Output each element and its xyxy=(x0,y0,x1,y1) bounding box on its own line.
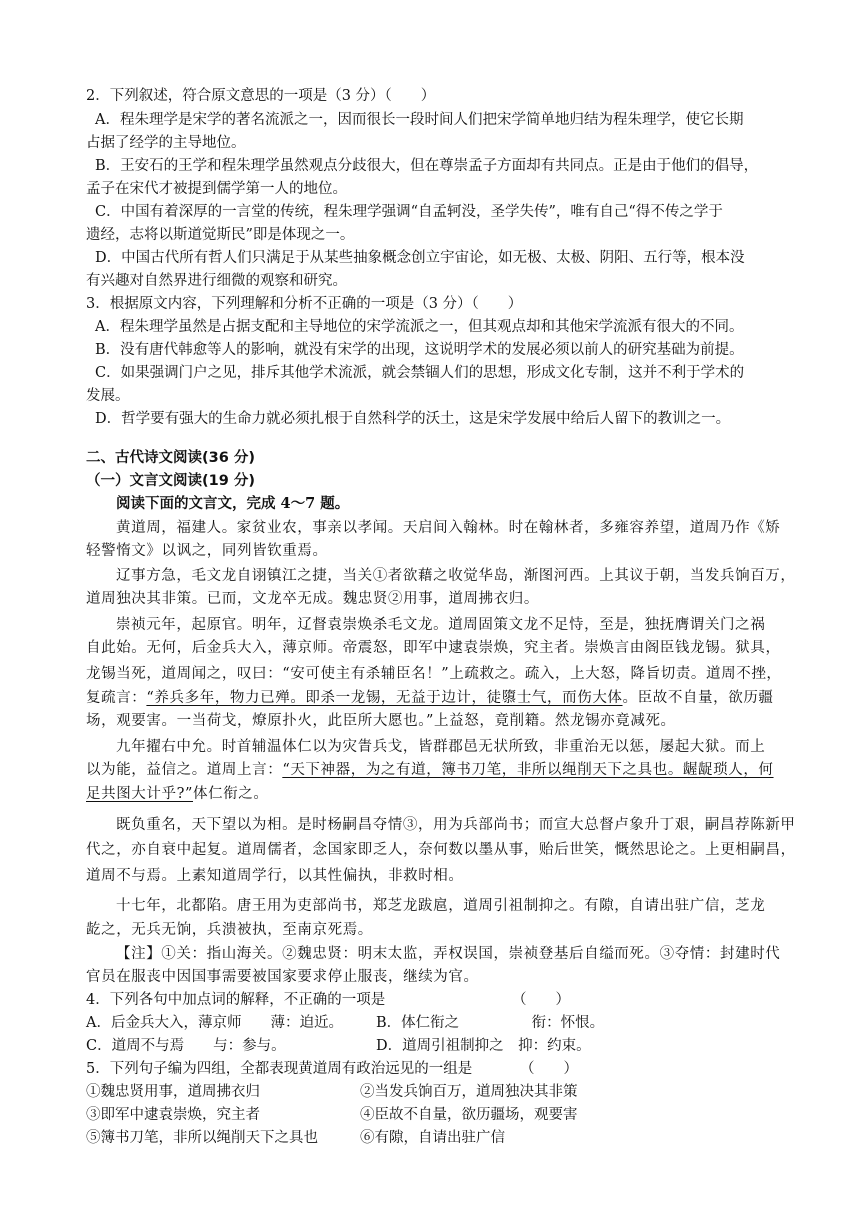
q3-option-d: D．哲学要有强大的生命力就必须扎根于自然科学的沃土，这是宋学发展中给后人留下的教训之一。 xyxy=(95,411,731,427)
annotation-line1: 【注】①关：指山海关。②魏忠贤：明末太监，弄权误国，崇祯登基后自缢而死。③夺情：封建时代 xyxy=(116,946,781,962)
q5-option-6: ⑥有隙，自请出驻广信 xyxy=(360,1130,505,1146)
reading-instruction: 阅读下面的文言文，完成 4～7 题。 xyxy=(116,495,350,512)
section-title: 二、古代诗文阅读(36 分) xyxy=(86,450,255,466)
q4-option-a: A．后金兵大入，薄京师 薄：迫近。 xyxy=(86,1015,343,1031)
q3-option-c-line1: C．如果强调门户之见，排斥其他学术流派，就会禁锢人们的思想，形成文化专制，这并不利于学术的 xyxy=(95,365,745,381)
q2-option-d-line2: 有兴趣对自然界进行细微的观察和研究。 xyxy=(86,273,347,289)
q4-stem: 4．下列各句中加点词的解释，不正确的一项是 xyxy=(86,992,386,1008)
q2-option-d-line1: D．中国古代所有哲人们只满足于从某些抽象概念创立宇宙论，如无极、太极、阴阳、五行等，根本没 xyxy=(95,250,745,266)
passage-p5-line2: 代之，亦自衰中起复。道周儒者，念国家即乏人，奈何数以墨从事，贻后世笑，慨然思论之。上更相嗣昌， xyxy=(86,842,796,858)
q4-option-d: D．道周引祖制抑之 抑：约束。 xyxy=(376,1038,591,1054)
passage-p5-line3: 道周不与焉。上素知道周学行，以其性偏执，非救时相。 xyxy=(86,868,464,884)
q3-option-c-line2: 发展。 xyxy=(86,388,130,404)
passage-p3-line1: 崇祯元年，起原官。明年，辽督袁崇焕杀毛文龙。道周固策文龙不足恃，至是，独抚膺谓关门之祸 xyxy=(116,617,766,633)
q4-answer-paren: （ ） xyxy=(512,992,570,1008)
q2-stem: 2．下列叙述，符合原文意思的一项是（3 分）（ ） xyxy=(86,88,436,104)
q5-option-1: ①魏忠贤用事，道周拂衣归 xyxy=(86,1084,260,1100)
underlined-sentence-1: “养兵多年，物力已殚。即杀一龙锡，无益于边计，徒隳士气，而伤大体 xyxy=(146,690,623,706)
q3-stem: 3．根据原文内容，下列理解和分析不正确的一项是（3 分）（ ） xyxy=(86,296,523,312)
q2-option-b-line2: 孟子在宋代才被提到儒学第一人的地位。 xyxy=(86,181,347,197)
q5-answer-paren: （ ） xyxy=(520,1061,578,1077)
passage-p2-line1: 辽事方急，毛文龙自诩镇江之捷，当关①者欲藉之收觉华岛，渐图河西。上其议于朝，当发兵饷百万， xyxy=(116,568,796,584)
q5-option-3: ③即军中逮袁崇焕，究主者 xyxy=(86,1107,260,1123)
annotation-line2: 官员在服丧中因国事需要被国家要求停止服丧，继续为官。 xyxy=(86,969,479,985)
passage-p4-line3-tail: 体仁衔之。 xyxy=(193,786,269,802)
passage-p6-line1: 十七年，北都陷。唐王用为吏部尚书，郑芝龙跋扈，道周引祖制抑之。有隙，自请出驻广信，芝龙 xyxy=(116,898,766,914)
q4-option-b: B．体仁衔之 衔：怀恨。 xyxy=(376,1015,605,1031)
passage-p6-line2: 龁之，无兵无饷，兵溃被执，至南京死焉。 xyxy=(86,922,373,938)
passage-p3-line2: 自此始。无何，后金兵大入，薄京师。帝震怒，即军中逮袁崇焕，究主者。崇焕言由阁臣钱龙锡。狱具， xyxy=(86,640,781,656)
passage-p4-line1: 九年擢右中允。时首辅温体仁以为灾眚兵戈，皆群郡邑无状所致，非重治无以惩，屡起大狱。而上 xyxy=(116,739,766,755)
passage-p4-line3 xyxy=(86,784,269,804)
q4-option-c: C．道周不与焉 与：参与。 xyxy=(86,1038,286,1054)
passage-p4-line2-lead: 以为能，益信之。道周上言： xyxy=(86,762,283,778)
passage-p3-line5: 场，观要害。一当荷戈，燎原扑火，此臣所大愿也。”上益怒，竟削籍。然龙锡亦竟减死。 xyxy=(86,713,676,729)
q5-option-5: ⑤簿书刀笔，非所以绳削天下之具也 xyxy=(86,1130,318,1146)
passage-p3-line4-tail: 。臣故不自量，欲历疆 xyxy=(622,690,774,706)
q2-option-a-line2: 占据了经学的主导地位。 xyxy=(86,135,246,151)
underlined-sentence-2-end: 足共图大计乎?” xyxy=(86,786,193,802)
passage-p2-line2: 道周独决其非策。已而，文龙卒无成。魏忠贤②用事，道周拂衣归。 xyxy=(86,591,539,607)
underlined-sentence-2: “天下神器，为之有道，簿书刀笔，非所以绳削天下之具也。龌龊琐人，何 xyxy=(282,762,774,778)
passage-p5-line1: 既负重名，天下望以为相。是时杨嗣昌夺情③，用为兵部尚书；而宣大总督卢象升丁艰，嗣昌荐陈新甲 xyxy=(116,817,796,833)
passage-p3-line4-lead: 复疏言： xyxy=(86,690,147,706)
q5-option-4: ④臣故不自量，欲历疆场，观要害 xyxy=(360,1107,578,1123)
passage-p3-line3: 龙锡当死，道周闻之，叹曰：“安可使主有杀辅臣名！”上疏救之。疏入，上大怒，降旨切责。道周不挫， xyxy=(86,666,782,682)
q2-option-b-line1: B．王安石的王学和程朱理学虽然观点分歧很大，但在尊崇孟子方面却有共同点。正是由于他们的倡导， xyxy=(95,158,759,174)
passage-p3-line4 xyxy=(86,688,774,708)
q3-option-b: B．没有唐代韩愈等人的影响，就没有宋学的出现，这说明学术的发展必须以前人的研究基础为前提。 xyxy=(95,342,744,358)
passage-p1-line2: 轻警惰文》以讽之，同列皆钦重焉。 xyxy=(86,543,328,559)
q5-stem: 5．下列句子编为四组，全都表现黄道周有政治远见的一组是 xyxy=(86,1061,473,1077)
passage-p1-line1: 黄道周，福建人。家贫业农，事亲以孝闻。天启间入翰林。时在翰林者，多雍容养望，道周乃作《矫 xyxy=(116,520,781,536)
subsection-title: （一）文言文阅读(19 分) xyxy=(86,473,255,489)
q2-option-a-line1: A．程朱理学是宋学的著名流派之一，因而很长一段时间人们把宋学简单地归结为程朱理学，使它长期 xyxy=(95,112,744,128)
q2-option-c-line1: C．中国有着深厚的一言堂的传统，程朱理学强调“自孟轲没，圣学失传”，唯有自己“得不传之学于 xyxy=(95,204,723,220)
q2-option-c-line2: 遗经，志将以斯道觉斯民”即是体现之一。 xyxy=(86,227,355,243)
q5-option-2: ②当发兵饷百万，道周独决其非策 xyxy=(360,1084,578,1100)
q3-option-a: A．程朱理学虽然是占据支配和主导地位的宋学流派之一，但其观点却和其他宋学流派有很大的不同。 xyxy=(95,319,744,335)
passage-p4-line2 xyxy=(86,760,774,780)
